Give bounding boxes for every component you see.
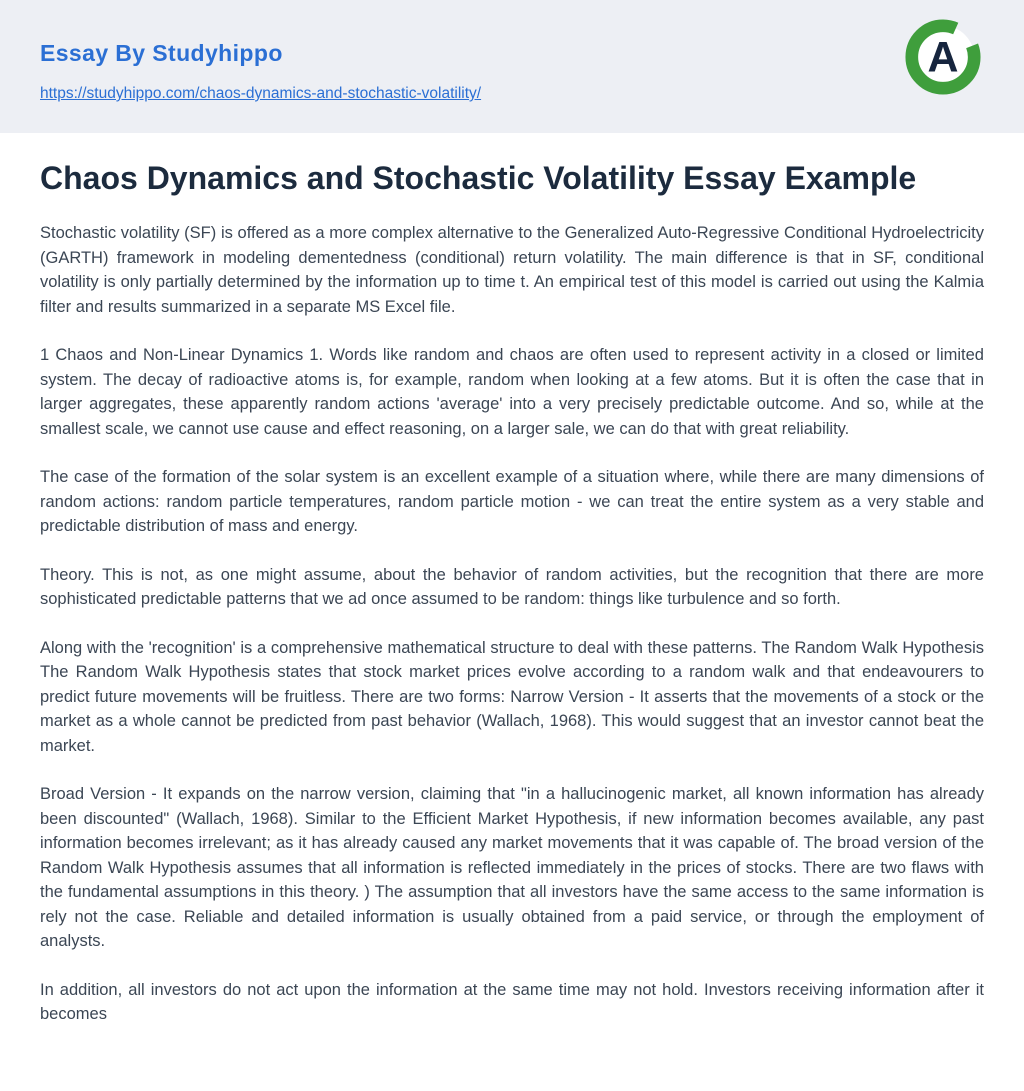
article-title: Chaos Dynamics and Stochastic Volatility Essay Example [40, 160, 917, 196]
paragraph: 1 Chaos and Non-Linear Dynamics 1. Words like random and chaos are often used to represent activity in a closed or limited system. The decay of radioactive atoms is, for example, random when looking at a few atoms. But it is often the case that in larger aggregates, these apparently random actions 'average' into a very precisely predictable outcome. And so, while at the smallest scale, we cannot use cause and effect reasoning, on a larger sale, we can do that with great reliability. [40, 346, 984, 438]
source-url-link[interactable]: https://studyhippo.com/chaos-dynamics-and-stochastic-volatility/ [40, 85, 482, 102]
page-header [0, 0, 1024, 133]
studyhippo-logo-icon [904, 18, 982, 96]
article-content [0, 133, 1024, 1091]
paragraph: Broad Version - It expands on the narrow version, claiming that "in a hallucinogenic market, all known information has already been discounted" (Wallach, 1968). Similar to the Efficient Market Hypothesis, if new information becomes available, any past information becomes irrelevant; as it has already caused any market movements that it was capable of. The broad version of the Random Walk Hypothesis assumes that all information is reflected immediately in the prices of stocks. There are two flaws with the fundamental assumptions in this theory. ) The assumption that all investors have the same access to the same information is rely not the case. Reliable and detailed information is usually obtained from a paid service, or through the employment of analysts. [40, 785, 984, 951]
paragraph: Stochastic volatility (SF) is offered as a more complex alternative to the Generalized Auto-Regressive Conditional Hydroelectricity (GARTH) framework in modeling dementedness (conditional) return volatility. The main difference is that in SF, conditional volatility is only partially determined by the information up to time t. An empirical test of this model is carried out using the Kalmia filter and results summarized in a separate MS Excel file. [40, 224, 984, 316]
paragraph: Along with the 'recognition' is a comprehensive mathematical structure to deal with these patterns. The Random Walk Hypothesis The Random Walk Hypothesis states that stock market prices evolve according to a random walk and that endeavourers to predict future movements will be fruitless. There are two forms: Narrow Version - It asserts that the movements of a stock or the market as a whole cannot be predicted from past behavior (Wallach, 1968). This would suggest that an investor cannot beat the market. [40, 638, 984, 755]
site-title: Essay By Studyhippo [40, 40, 283, 66]
article-body [40, 221, 984, 1027]
paragraph: Theory. This is not, as one might assume, about the behavior of random activities, but the recognition that there are more sophisticated predictable patterns that we ad once assumed to be random: things like turbulence and so forth. [40, 565, 984, 609]
logo-letter: A [927, 33, 959, 82]
paragraph: The case of the formation of the solar system is an excellent example of a situation where, while there are many dimensions of random actions: random particle temperatures, random particle motion - we can treat the entire system as a very stable and predictable distribution of mass and energy. [40, 468, 984, 536]
paragraph: In addition, all investors do not act upon the information at the same time may not hold. Investors receiving information after it becomes [40, 980, 984, 1024]
